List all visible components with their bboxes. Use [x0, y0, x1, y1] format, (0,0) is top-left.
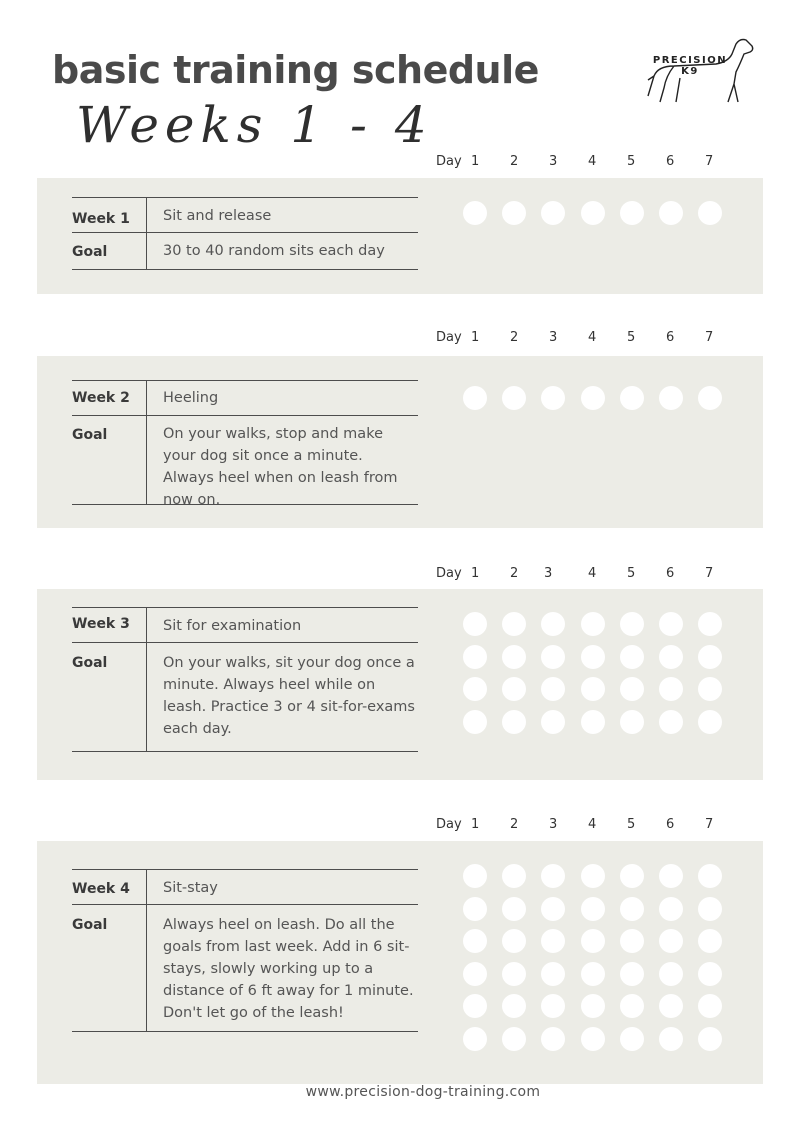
- day-checkbox[interactable]: [581, 994, 605, 1018]
- day-checkbox[interactable]: [502, 645, 526, 669]
- week-focus: Sit for examination: [163, 618, 302, 634]
- day-number: 7: [705, 566, 714, 581]
- day-checkbox[interactable]: [581, 677, 605, 701]
- day-checkbox[interactable]: [620, 612, 644, 636]
- day-checkbox[interactable]: [581, 1027, 605, 1051]
- day-checkbox[interactable]: [541, 897, 565, 921]
- day-checkbox[interactable]: [581, 645, 605, 669]
- day-number: 5: [627, 330, 636, 345]
- day-checkbox[interactable]: [502, 897, 526, 921]
- day-checkbox[interactable]: [698, 929, 722, 953]
- day-checkbox[interactable]: [659, 612, 683, 636]
- footer-url: www.precision-dog-training.com: [305, 1084, 541, 1100]
- day-checkbox[interactable]: [581, 612, 605, 636]
- day-number: 3: [549, 817, 558, 832]
- day-checkbox[interactable]: [620, 201, 644, 225]
- day-checkbox[interactable]: [502, 710, 526, 734]
- day-checkbox[interactable]: [541, 864, 565, 888]
- day-header-week-3: [0, 566, 800, 586]
- day-checkbox[interactable]: [698, 710, 722, 734]
- day-checkbox[interactable]: [698, 994, 722, 1018]
- week-label: Week 2: [72, 381, 147, 415]
- day-label: Day: [436, 817, 462, 832]
- day-checkbox[interactable]: [463, 386, 487, 410]
- day-label: Day: [436, 330, 462, 345]
- week-label: Week 3: [72, 608, 147, 642]
- day-checkbox[interactable]: [463, 677, 487, 701]
- day-number: 2: [510, 154, 519, 169]
- day-number: 2: [510, 566, 519, 581]
- day-checkbox[interactable]: [659, 710, 683, 734]
- day-checkbox[interactable]: [659, 864, 683, 888]
- day-checkbox[interactable]: [463, 201, 487, 225]
- day-number: 1: [471, 330, 480, 345]
- day-number: 6: [666, 817, 675, 832]
- week-1-table: [72, 197, 418, 270]
- day-checkbox[interactable]: [698, 1027, 722, 1051]
- day-checkbox[interactable]: [620, 897, 644, 921]
- week-focus: Sit and release: [163, 208, 272, 224]
- day-checkbox[interactable]: [659, 897, 683, 921]
- day-checkbox[interactable]: [581, 897, 605, 921]
- day-checkbox[interactable]: [541, 612, 565, 636]
- day-checkbox[interactable]: [581, 864, 605, 888]
- day-header-week-1: [0, 154, 800, 174]
- week-goal: 30 to 40 random sits each day: [163, 243, 385, 259]
- day-checkbox[interactable]: [698, 677, 722, 701]
- page-title: basic training schedule: [52, 48, 539, 92]
- day-checkbox[interactable]: [620, 994, 644, 1018]
- day-checkbox[interactable]: [659, 677, 683, 701]
- week-4-table: [72, 869, 418, 1032]
- day-checkbox[interactable]: [541, 710, 565, 734]
- day-header-week-2: [0, 330, 800, 350]
- day-checkbox[interactable]: [659, 929, 683, 953]
- day-checkbox[interactable]: [620, 710, 644, 734]
- week-goal: On your walks, sit your dog once a minute. Always heel while on leash. Practice 3 or 4 sit-for-exams each day.: [163, 655, 415, 737]
- page-subtitle: Weeks 1 - 4: [76, 96, 433, 154]
- day-label: Day: [436, 154, 462, 169]
- goal-label: Goal: [72, 643, 147, 751]
- goal-label: Goal: [72, 233, 147, 269]
- day-number: 4: [588, 154, 597, 169]
- day-checkbox[interactable]: [463, 864, 487, 888]
- day-checkbox[interactable]: [541, 994, 565, 1018]
- day-checkbox[interactable]: [541, 645, 565, 669]
- day-checkbox[interactable]: [698, 864, 722, 888]
- day-number: 7: [705, 330, 714, 345]
- day-checkbox[interactable]: [541, 386, 565, 410]
- day-checkbox[interactable]: [502, 864, 526, 888]
- day-checkbox[interactable]: [502, 962, 526, 986]
- day-checkbox[interactable]: [659, 201, 683, 225]
- day-checkbox[interactable]: [502, 386, 526, 410]
- goal-label: Goal: [72, 905, 147, 1031]
- day-number: 4: [588, 330, 597, 345]
- day-checkbox[interactable]: [463, 897, 487, 921]
- day-checkbox[interactable]: [620, 1027, 644, 1051]
- day-checkbox[interactable]: [698, 962, 722, 986]
- day-checkbox[interactable]: [659, 962, 683, 986]
- day-checkbox[interactable]: [620, 929, 644, 953]
- day-number: 6: [666, 330, 675, 345]
- day-number: 7: [705, 817, 714, 832]
- day-number: 3: [544, 566, 553, 581]
- day-checkbox[interactable]: [502, 677, 526, 701]
- day-number: 2: [510, 330, 519, 345]
- day-number: 6: [666, 566, 675, 581]
- day-checkbox[interactable]: [541, 962, 565, 986]
- day-checkbox[interactable]: [463, 929, 487, 953]
- week-label: Week 4: [72, 870, 147, 904]
- day-checkbox[interactable]: [463, 994, 487, 1018]
- day-number: 1: [471, 154, 480, 169]
- day-number: 6: [666, 154, 675, 169]
- day-checkbox[interactable]: [659, 994, 683, 1018]
- day-checkbox[interactable]: [502, 201, 526, 225]
- day-number: 4: [588, 566, 597, 581]
- day-checkbox[interactable]: [541, 677, 565, 701]
- day-number: 5: [627, 566, 636, 581]
- week-label: Week 1: [72, 198, 147, 232]
- day-checkbox[interactable]: [620, 864, 644, 888]
- day-checkbox[interactable]: [463, 645, 487, 669]
- day-checkbox[interactable]: [581, 710, 605, 734]
- day-checkbox[interactable]: [698, 612, 722, 636]
- week-goal: On your walks, stop and make your dog sit once a minute. Always heel when on leash from now on.: [163, 426, 398, 508]
- day-checkbox[interactable]: [581, 929, 605, 953]
- day-checkbox[interactable]: [502, 994, 526, 1018]
- day-checkbox[interactable]: [541, 929, 565, 953]
- day-checkbox[interactable]: [581, 962, 605, 986]
- day-checkbox[interactable]: [463, 962, 487, 986]
- day-checkbox[interactable]: [698, 386, 722, 410]
- week-4-panel: [37, 841, 763, 1084]
- day-number: 1: [471, 566, 480, 581]
- day-checkbox[interactable]: [659, 1027, 683, 1051]
- day-checkbox[interactable]: [620, 645, 644, 669]
- day-checkbox[interactable]: [502, 1027, 526, 1051]
- day-number: 3: [549, 330, 558, 345]
- day-checkbox[interactable]: [581, 386, 605, 410]
- day-checkbox[interactable]: [620, 962, 644, 986]
- day-checkbox[interactable]: [463, 612, 487, 636]
- week-1-panel: [37, 178, 763, 294]
- week-goal: Always heel on leash. Do all the goals from last week. Add in 6 sit-stays, slowly working up to a distance of 6 ft away for 1 minute. Don't let go of the leash!: [163, 917, 414, 1021]
- week-focus: Sit-stay: [163, 880, 218, 896]
- day-checkbox[interactable]: [659, 386, 683, 410]
- day-number: 5: [627, 817, 636, 832]
- day-checkbox[interactable]: [698, 897, 722, 921]
- week-3-table: [72, 607, 418, 752]
- day-checkbox[interactable]: [698, 645, 722, 669]
- day-number: 7: [705, 154, 714, 169]
- logo-text: PRECISION K9: [652, 55, 728, 77]
- day-checkbox[interactable]: [541, 201, 565, 225]
- day-checkbox[interactable]: [502, 612, 526, 636]
- week-3-panel: [37, 589, 763, 780]
- day-number: 4: [588, 817, 597, 832]
- day-number: 1: [471, 817, 480, 832]
- day-checkbox[interactable]: [502, 929, 526, 953]
- day-number: 3: [549, 154, 558, 169]
- day-checkbox[interactable]: [620, 386, 644, 410]
- day-checkbox[interactable]: [659, 645, 683, 669]
- day-checkbox[interactable]: [620, 677, 644, 701]
- day-number: 5: [627, 154, 636, 169]
- day-label: Day: [436, 566, 462, 581]
- week-focus: Heeling: [163, 390, 219, 406]
- day-checkbox[interactable]: [463, 710, 487, 734]
- day-checkbox[interactable]: [541, 1027, 565, 1051]
- week-2-panel: [37, 356, 763, 528]
- day-checkbox[interactable]: [463, 1027, 487, 1051]
- goal-label: Goal: [72, 416, 147, 504]
- day-checkbox[interactable]: [581, 201, 605, 225]
- day-checkbox[interactable]: [698, 201, 722, 225]
- week-2-table: [72, 380, 418, 508]
- day-header-week-4: [0, 817, 800, 837]
- day-number: 2: [510, 817, 519, 832]
